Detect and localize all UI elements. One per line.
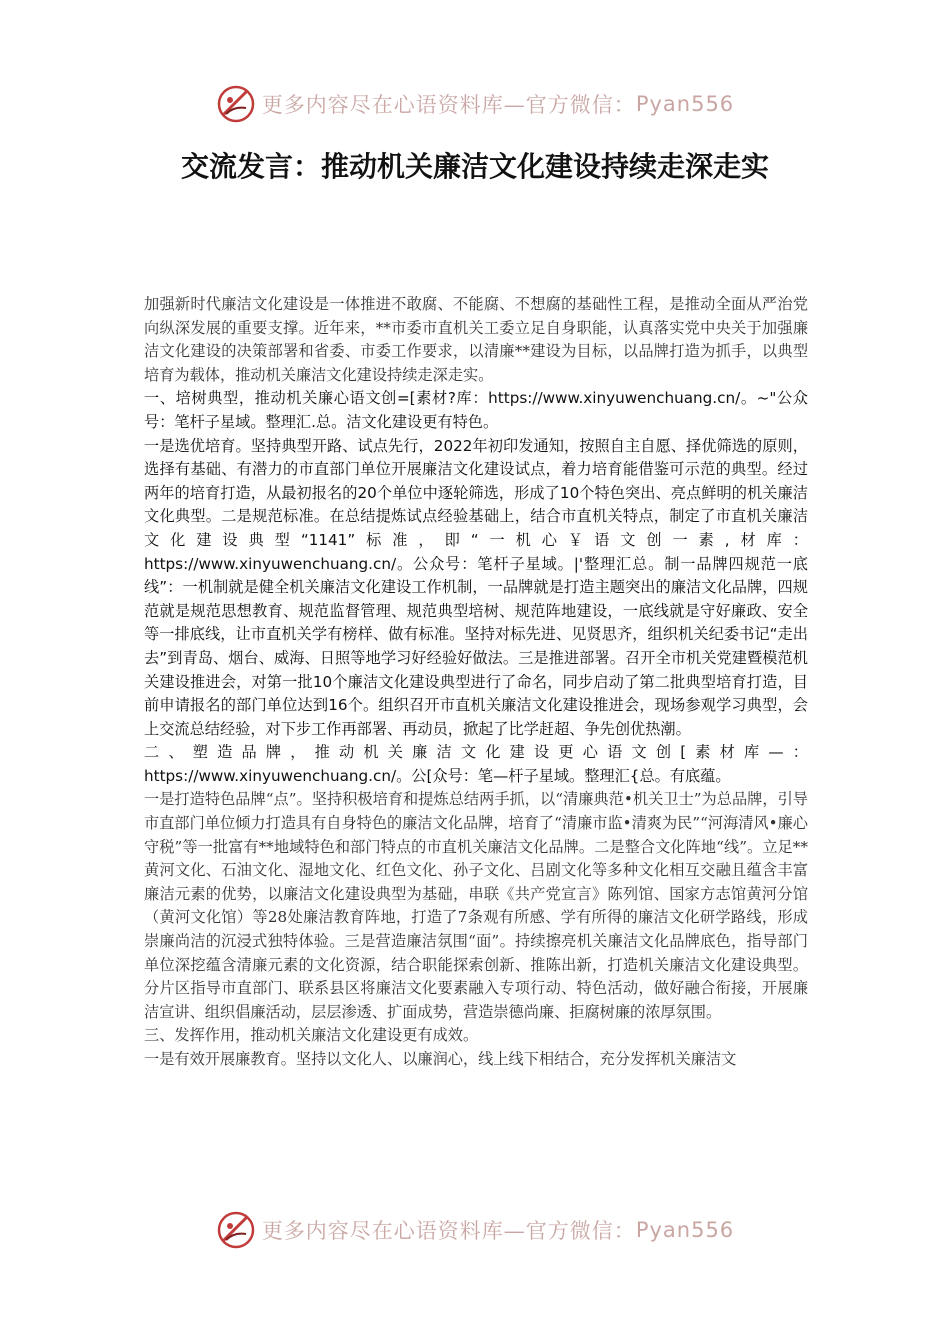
body-paragraph: 一是打造特色品牌“点”。坚持积极培育和提炼总结两手抓，以“清廉典范•机关卫士”为总品牌，引导市直部门单位倾力打造具有自身特色的廉洁文化品牌，培育了“清廉市监•清爽为民”“河海清风•廉心守税”等一批富有**地域特色和部门特点的市直机关廉洁文化品牌。二是整合文化阵地“线”。立足**黄河文化、石油文化、湿地文化、红色文化、孙子文化、吕剧文化等多种文化相互交融且蕴含丰富廉洁元素的优势，以廉洁文化建设典型为基础，串联《共产党宣言》陈列馆、国家方志馆黄河分馆（黄河文化馆）等28处廉洁教育阵地，打造了7条观有所感、学有所得的廉洁文化研学路线，形成崇廉尚洁的沉浸式独特体验。三是营造廉洁氛围“面”。持续擦亮机关廉洁文化品牌底色，指导部门单位深挖蕴含清廉元素的文化资源，结合职能探索创新、推陈出新，打造机关廉洁文化建设典型。分片区指导市直部门、联系县区将廉洁文化要素融入专项行动、特色活动，做好融合衔接，开展廉洁宣讲、组织倡廉活动，层层渗透、扩面成势，营造崇德尚廉、拒腐树廉的浓厚氛围。 — [144, 790, 808, 1021]
pen-logo-icon — [216, 1210, 256, 1250]
banner-wechat-id: Pyan556 — [635, 92, 735, 116]
body-paragraph: 一、培树典型，推动机关廉心语文创=[素材?库：https://www.xinyuwenchuang.cn/。~"公众号：笔杆子星域。整理汇.总。洁文化建设更有特色。 — [144, 389, 808, 431]
bottom-watermark-banner — [0, 1208, 950, 1252]
body-paragraph: 三、发挥作用，推动机关廉洁文化建设更有成效。 — [144, 1026, 479, 1045]
pen-logo-icon — [216, 84, 256, 124]
body-paragraph: 二、塑造品牌，推动机关廉洁文化建设更心语文创[素材库—：https://www.xinyuwenchuang.cn/。公[众号：笔—杆子星域。整理汇{总。有底蕴。 — [144, 743, 808, 785]
banner-text: 更多内容尽在心语资料库—官方微信： — [261, 93, 636, 117]
body-paragraph: 一是选优培育。坚持典型开路、试点先行，2022年初印发通知，按照自主自愿、择优筛选的原则，选择有基础、有潜力的市直部门单位开展廉洁文化建设试点，着力培育能借鉴可示范的典型。经过两年的培育打造，从最初报名的20个单位中逐轮筛选，形成了10个特色突出、亮点鲜明的机关廉洁文化典型。二是规范标准。在总结提炼试点经验基础上，结合市直机关特点，制定了市直机关廉洁文化建设典型“1141”标准，即“一机心￥语文创一素,材库：https://www.xinyuwenchuang.cn/。公众号：笔杆子星域。|'整理汇总。制一品牌四规范一底线”：一机制就是健全机关廉洁文化建设工作机制，一品牌就是打造主题突出的廉洁文化品牌，四规范就是规范思想教育、规范监督管理、规范典型培树、规范阵地建设，一底线就是守好廉政、安全等一排底线，让市直机关学有榜样、做有标准。坚持对标先进、见贤思齐，组织机关纪委书记“走出去”到青岛、烟台、威海、日照等地学习好经验好做法。三是推进部署。召开全市机关党建暨模范机关建设推进会，对第一批10个廉洁文化建设典型进行了命名，同步启动了第二批典型培育打造，目前申请报名的部门单位达到16个。组织召开市直机关廉洁文化建设推进会，现场参观学习典型，会上交流总结经验，对下步工作再部署、再动员，掀起了比学赶超、争先创优热潮。 — [144, 436, 808, 738]
document-title: 交流发言：推动机关廉洁文化建设持续走深走实 — [180, 150, 769, 183]
banner-wechat-id: Pyan556 — [635, 1218, 735, 1242]
body-paragraph: 加强新时代廉洁文化建设是一体推进不敢腐、不能腐、不想腐的基础性工程，是推动全面从严治党向纵深发展的重要支撑。近年来，**市委市直机关工委立足自身职能，认真落实党中央关于加强廉洁文化建设的决策部署和省委、市委工作要求，以清廉**建设为目标，以品牌打造为抓手，以典型培育为载体，推动机关廉洁文化建设持续走深走实。 — [144, 295, 808, 384]
banner-text: 更多内容尽在心语资料库—官方微信： — [261, 1219, 636, 1243]
body-paragraph: 一是有效开展廉教育。坚持以文化人、以廉润心，线上线下相结合，充分发挥机关廉洁文 — [144, 1050, 737, 1068]
top-watermark-banner — [0, 82, 950, 126]
document-body — [144, 293, 808, 1072]
